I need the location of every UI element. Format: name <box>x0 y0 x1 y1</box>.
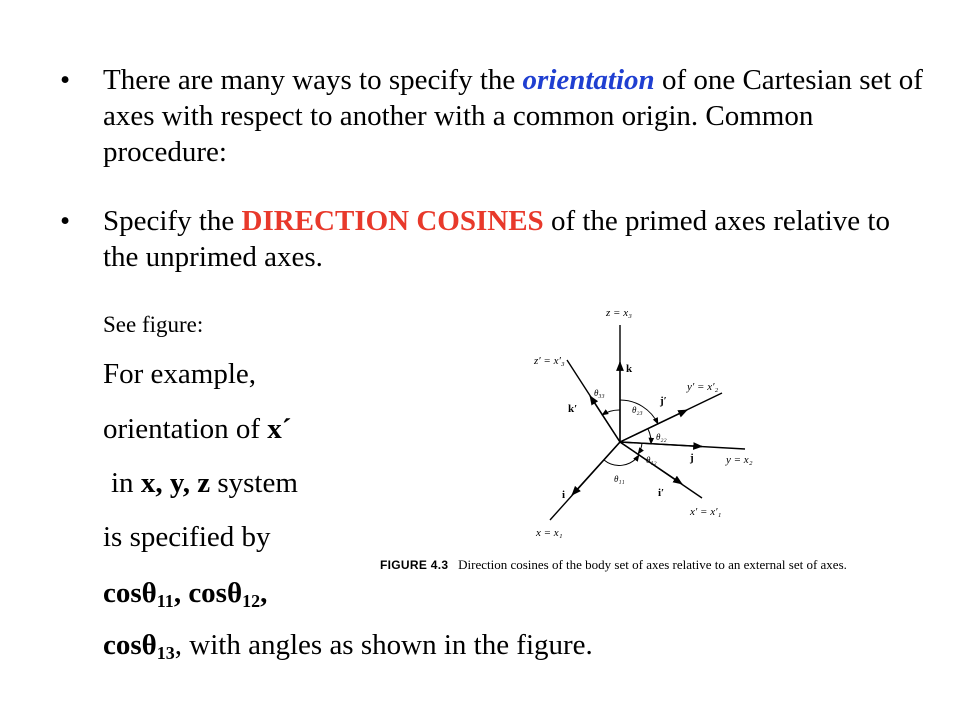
orientation-term: orientation <box>522 64 655 96</box>
k-prime-label: k′ <box>568 403 578 415</box>
j-label: j <box>690 452 694 464</box>
theta-33-arc <box>602 410 620 415</box>
orientation-line-text: orientation of <box>103 413 268 445</box>
y-axis-label: y = x₂ <box>726 454 753 466</box>
comma: , <box>260 577 268 609</box>
z-axis-label: z = x₃ <box>606 307 632 319</box>
bullet-text <box>103 62 923 170</box>
theta-12-label: θ₁₂ <box>646 455 657 465</box>
bullet-dot: • <box>60 64 71 96</box>
axes-figure <box>532 300 772 550</box>
theta-33-label: θ₃₃ <box>594 388 605 398</box>
cos-theta-13: cosθ$_{13}$ <box>103 629 175 663</box>
z-prime-axis-label: z′ = x′₃ <box>534 355 565 367</box>
system-line-post: system <box>210 467 298 499</box>
i-label: i <box>562 489 566 501</box>
k-prime-vector <box>590 396 620 442</box>
j-vector <box>620 442 702 447</box>
system-line <box>103 466 298 500</box>
specified-line: is specified by <box>103 521 271 553</box>
cos-theta-11: cosθ$_{11}$ <box>103 577 174 611</box>
k-label: k <box>626 363 633 375</box>
orientation-line <box>103 412 291 446</box>
system-line-pre: in <box>111 467 141 499</box>
bullet-text-post: of one Cartesian set of axes with respect to another with a common origin. Common procedure: <box>103 64 923 168</box>
cos-line-2 <box>103 628 593 662</box>
i-vector <box>572 442 620 495</box>
caption-text: Direction cosines of the body set of axes relative to an external set of axes. <box>458 557 847 572</box>
cos-theta-12: cosθ$_{12}$ <box>188 577 261 611</box>
theta-22-label: θ₂₂ <box>656 432 667 442</box>
figure-caption <box>380 557 847 573</box>
i-prime-label: i′ <box>658 487 665 499</box>
cos-line-1 <box>103 576 267 610</box>
bullet-dot: • <box>60 205 71 237</box>
theta-23-label: θ₂₃ <box>632 405 643 415</box>
x-axis-label: x = x₁ <box>536 527 563 539</box>
caption-label: FIGURE 4.3 <box>380 558 449 572</box>
x-prime-var: x´ <box>267 413 292 445</box>
angles-text: , with angles as shown in the figure. <box>174 629 593 661</box>
j-prime-label: j′ <box>660 395 667 407</box>
direction-cosines-term: DIRECTION COSINES <box>241 205 544 237</box>
y-prime-axis-label: y′ = x′₂ <box>687 381 719 393</box>
bullet-text <box>103 203 923 275</box>
bullet-text-pre: Specify the <box>103 205 242 237</box>
theta-22-arc <box>648 429 651 444</box>
bullet-text-pre: There are many ways to specify the <box>103 64 523 96</box>
theta-11-arc <box>604 455 639 465</box>
comma: , <box>173 577 189 609</box>
j-prime-vector <box>620 410 687 442</box>
theta-11-label: θ₁₁ <box>614 474 625 484</box>
for-example-line: For example, <box>103 358 257 390</box>
see-figure-line: See figure: <box>103 312 204 337</box>
bullet-text-post: of the primed axes relative to the unprimed axes. <box>103 205 890 273</box>
x-prime-axis-label: x′ = x′₁ <box>690 506 722 518</box>
theta-12-arc <box>638 443 642 454</box>
xyz-vars: x, y, z <box>140 467 211 499</box>
